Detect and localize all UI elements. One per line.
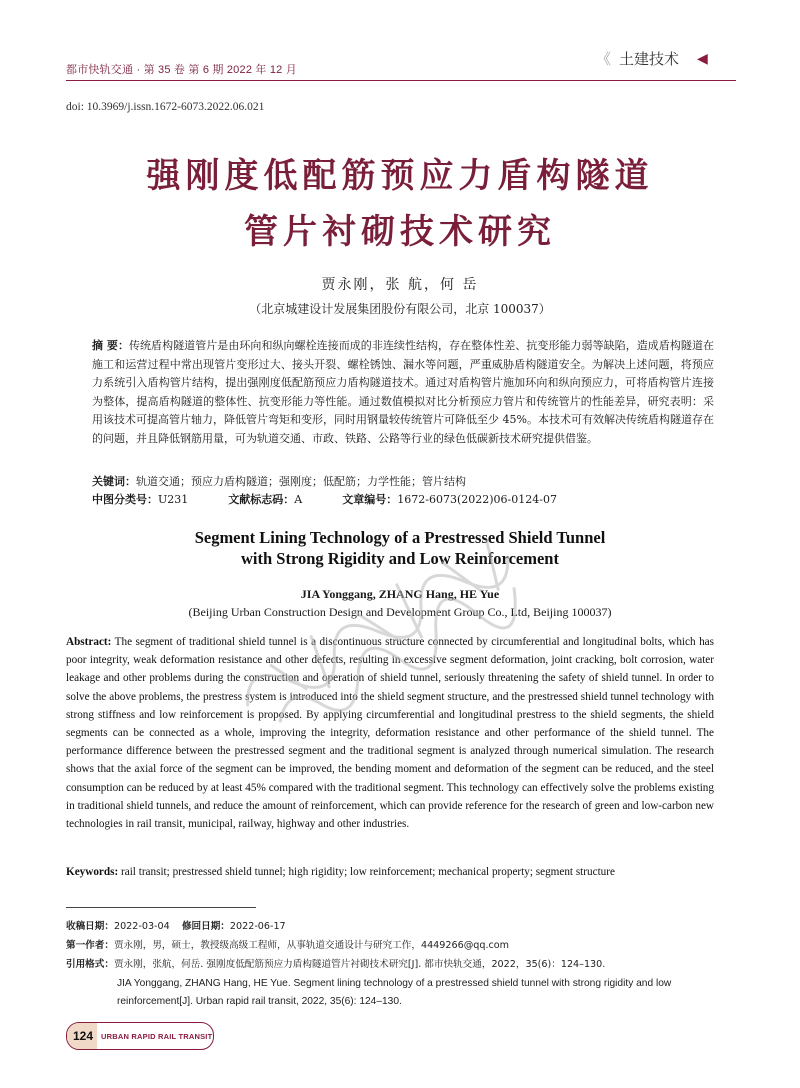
abstract-cn bbox=[92, 337, 714, 448]
citation-label: 引用格式： bbox=[66, 959, 114, 970]
dates-line bbox=[66, 918, 726, 932]
first-author-label: 第一作者： bbox=[66, 940, 114, 951]
citation-en: JIA Yonggang, ZHANG Hang, HE Yue. Segment lining technology of a prestressed shield tunnel with strong rigidity and low reinforcement[J]. Urban rapid rail transit, 2022, 35(6): 124–130. bbox=[117, 978, 672, 1007]
citation-cn: 贾永刚，张航，何岳. 强刚度低配筋预应力盾构隧道管片衬砌技术研究[J]. 都市快轨交通，2022，35(6)：124–130. bbox=[113, 959, 606, 970]
section-label: 土建技术 bbox=[619, 50, 680, 68]
citation-line-cn bbox=[66, 956, 726, 970]
authors-cn: 贾永刚，张 航，何 岳 bbox=[321, 277, 479, 293]
page-number-badge bbox=[66, 1022, 214, 1050]
document-code: 文献标志码：A bbox=[228, 493, 303, 506]
footnote-rule bbox=[66, 907, 256, 908]
authors-en: JIA Yonggang, ZHANG Hang, HE Yue bbox=[300, 587, 500, 601]
keywords-en-label: Keywords: bbox=[66, 866, 119, 878]
header-rule bbox=[66, 80, 736, 81]
abstract-cn-text: 传统盾构隧道管片是由环向和纵向螺栓连接而成的非连续性结构，存在整体性差、抗变形能力弱等缺陷，造成盾构隧道在施工和运营过程中常出现管片变形过大、接头开裂、螺栓锈蚀、漏水等问题，严重威胁盾构隧道安全。为解决上述问题，将预应力系统引入盾构管片结构，提出强刚度低配筋预应力盾构隧道技术。通过对盾构管片施加环向和纵向预应力，可将盾构管片连接为整体，提高盾构隧道的整体性、抗变形能力等性能。通过数值模拟对比分析预应力管片和传统管片的性能差异，研究表明：采用该技术可提高管片轴力，降低管片弯矩和变形，同时用钢量较传统管片可降低至少 45%。本技术可有效解决传统盾构隧道存在的问题，并且降低钢筋用量，可为轨道交通、市政、铁路、公路等行业的绿色低碳新技术研究提供借鉴。 bbox=[92, 339, 714, 445]
keywords-cn bbox=[92, 473, 714, 492]
section-tag bbox=[596, 48, 708, 69]
page-number: 124 bbox=[67, 1023, 97, 1049]
footer-journal-name: URBAN RAPID RAIL TRANSIT bbox=[101, 1031, 213, 1041]
keywords-en-text: rail transit; prestressed shield tunnel; high rigidity; low reinforcement; mechanical property; segment structure bbox=[121, 866, 615, 878]
affiliation-cn: （北京城建设计发展集团股份有限公司，北京 100037） bbox=[249, 302, 551, 316]
abstract-cn-label: 摘 要： bbox=[92, 339, 129, 352]
first-author-text: 贾永刚，男，硕士，教授级高级工程师，从事轨道交通设计与研究工作，4449266@qq.com bbox=[113, 940, 510, 951]
keywords-cn-label: 关键词： bbox=[92, 475, 136, 488]
abstract-en-label: Abstract: bbox=[66, 636, 112, 648]
article-id: 文章编号：1672-6073(2022)06-0124-07 bbox=[342, 493, 557, 506]
received-label: 收稿日期： bbox=[66, 921, 114, 932]
title-en-line-2: with Strong Rigidity and Low Reinforcement bbox=[241, 549, 559, 568]
abstract-en-text: The segment of traditional shield tunnel is a discontinuous structure connected by circumferential and longitudinal bolts, which has poor integrity, weak deformation resistance and other defects, resulting in excessive segment deformation, joint cracking, bolt corrosion, water leakage and other problems during the construction and operation of shield tunnel, seriously threatening the safety of shield tunnel. In order to solve the above problems, the prestress system is introduced into the shield segment structure, and the prestressed shield tunnel technology with strong stiffness and low reinforcement is proposed. By applying circumferential and longitudinal prestress to the shield segments, the shield segments can be connected as a whole, improving the integrity, deformation resistance and other performance of the shield tunnel. The performance difference between the prestressed segment and the traditional segment is analyzed through numerical simulation. The research shows that the axial force of the segment can be improved, the bending moment and deformation of the segment can be reduced, and the steel consumption can be reduced by at least 45% compared with the traditional segment. This technology can effectively solve the problems existing in traditional shield tunnels, and reduce the amount of reinforcement, which can provide reference for the research of green and low-carbon new technologies in rail transit, municipal, railway, highway and other industries. bbox=[66, 636, 714, 831]
keywords-cn-text: 轨道交通；预应力盾构隧道；强刚度；低配筋；力学性能；管片结构 bbox=[136, 475, 466, 488]
section-marks: 《 bbox=[596, 50, 612, 68]
revised-date: 2022-06-17 bbox=[229, 921, 286, 932]
clc-number: 中图分类号：U231 bbox=[92, 493, 189, 506]
journal-issue-line: 都市快轨交通 · 第 35 卷 第 6 期 2022 年 12 月 bbox=[66, 64, 297, 76]
title-cn-line-2: 管片衬砌技术研究 bbox=[244, 212, 556, 252]
title-cn-line-1: 强刚度低配筋预应力盾构隧道 bbox=[146, 156, 654, 196]
first-author-line bbox=[66, 937, 726, 951]
affiliation-en: (Beijing Urban Construction Design and Development Group Co., Ltd, Beijing 100037) bbox=[188, 605, 612, 619]
revised-label: 修回日期： bbox=[181, 921, 230, 932]
classification-row bbox=[92, 491, 714, 510]
triangle-left-icon: ◀ bbox=[697, 50, 708, 67]
keywords-en bbox=[66, 866, 714, 878]
title-en-line-1: Segment Lining Technology of a Prestressed Shield Tunnel bbox=[194, 528, 606, 547]
received-date: 2022-03-04 bbox=[113, 921, 170, 932]
abstract-en bbox=[66, 633, 714, 833]
doi: doi: 10.3969/j.issn.1672-6073.2022.06.021 bbox=[66, 101, 265, 113]
